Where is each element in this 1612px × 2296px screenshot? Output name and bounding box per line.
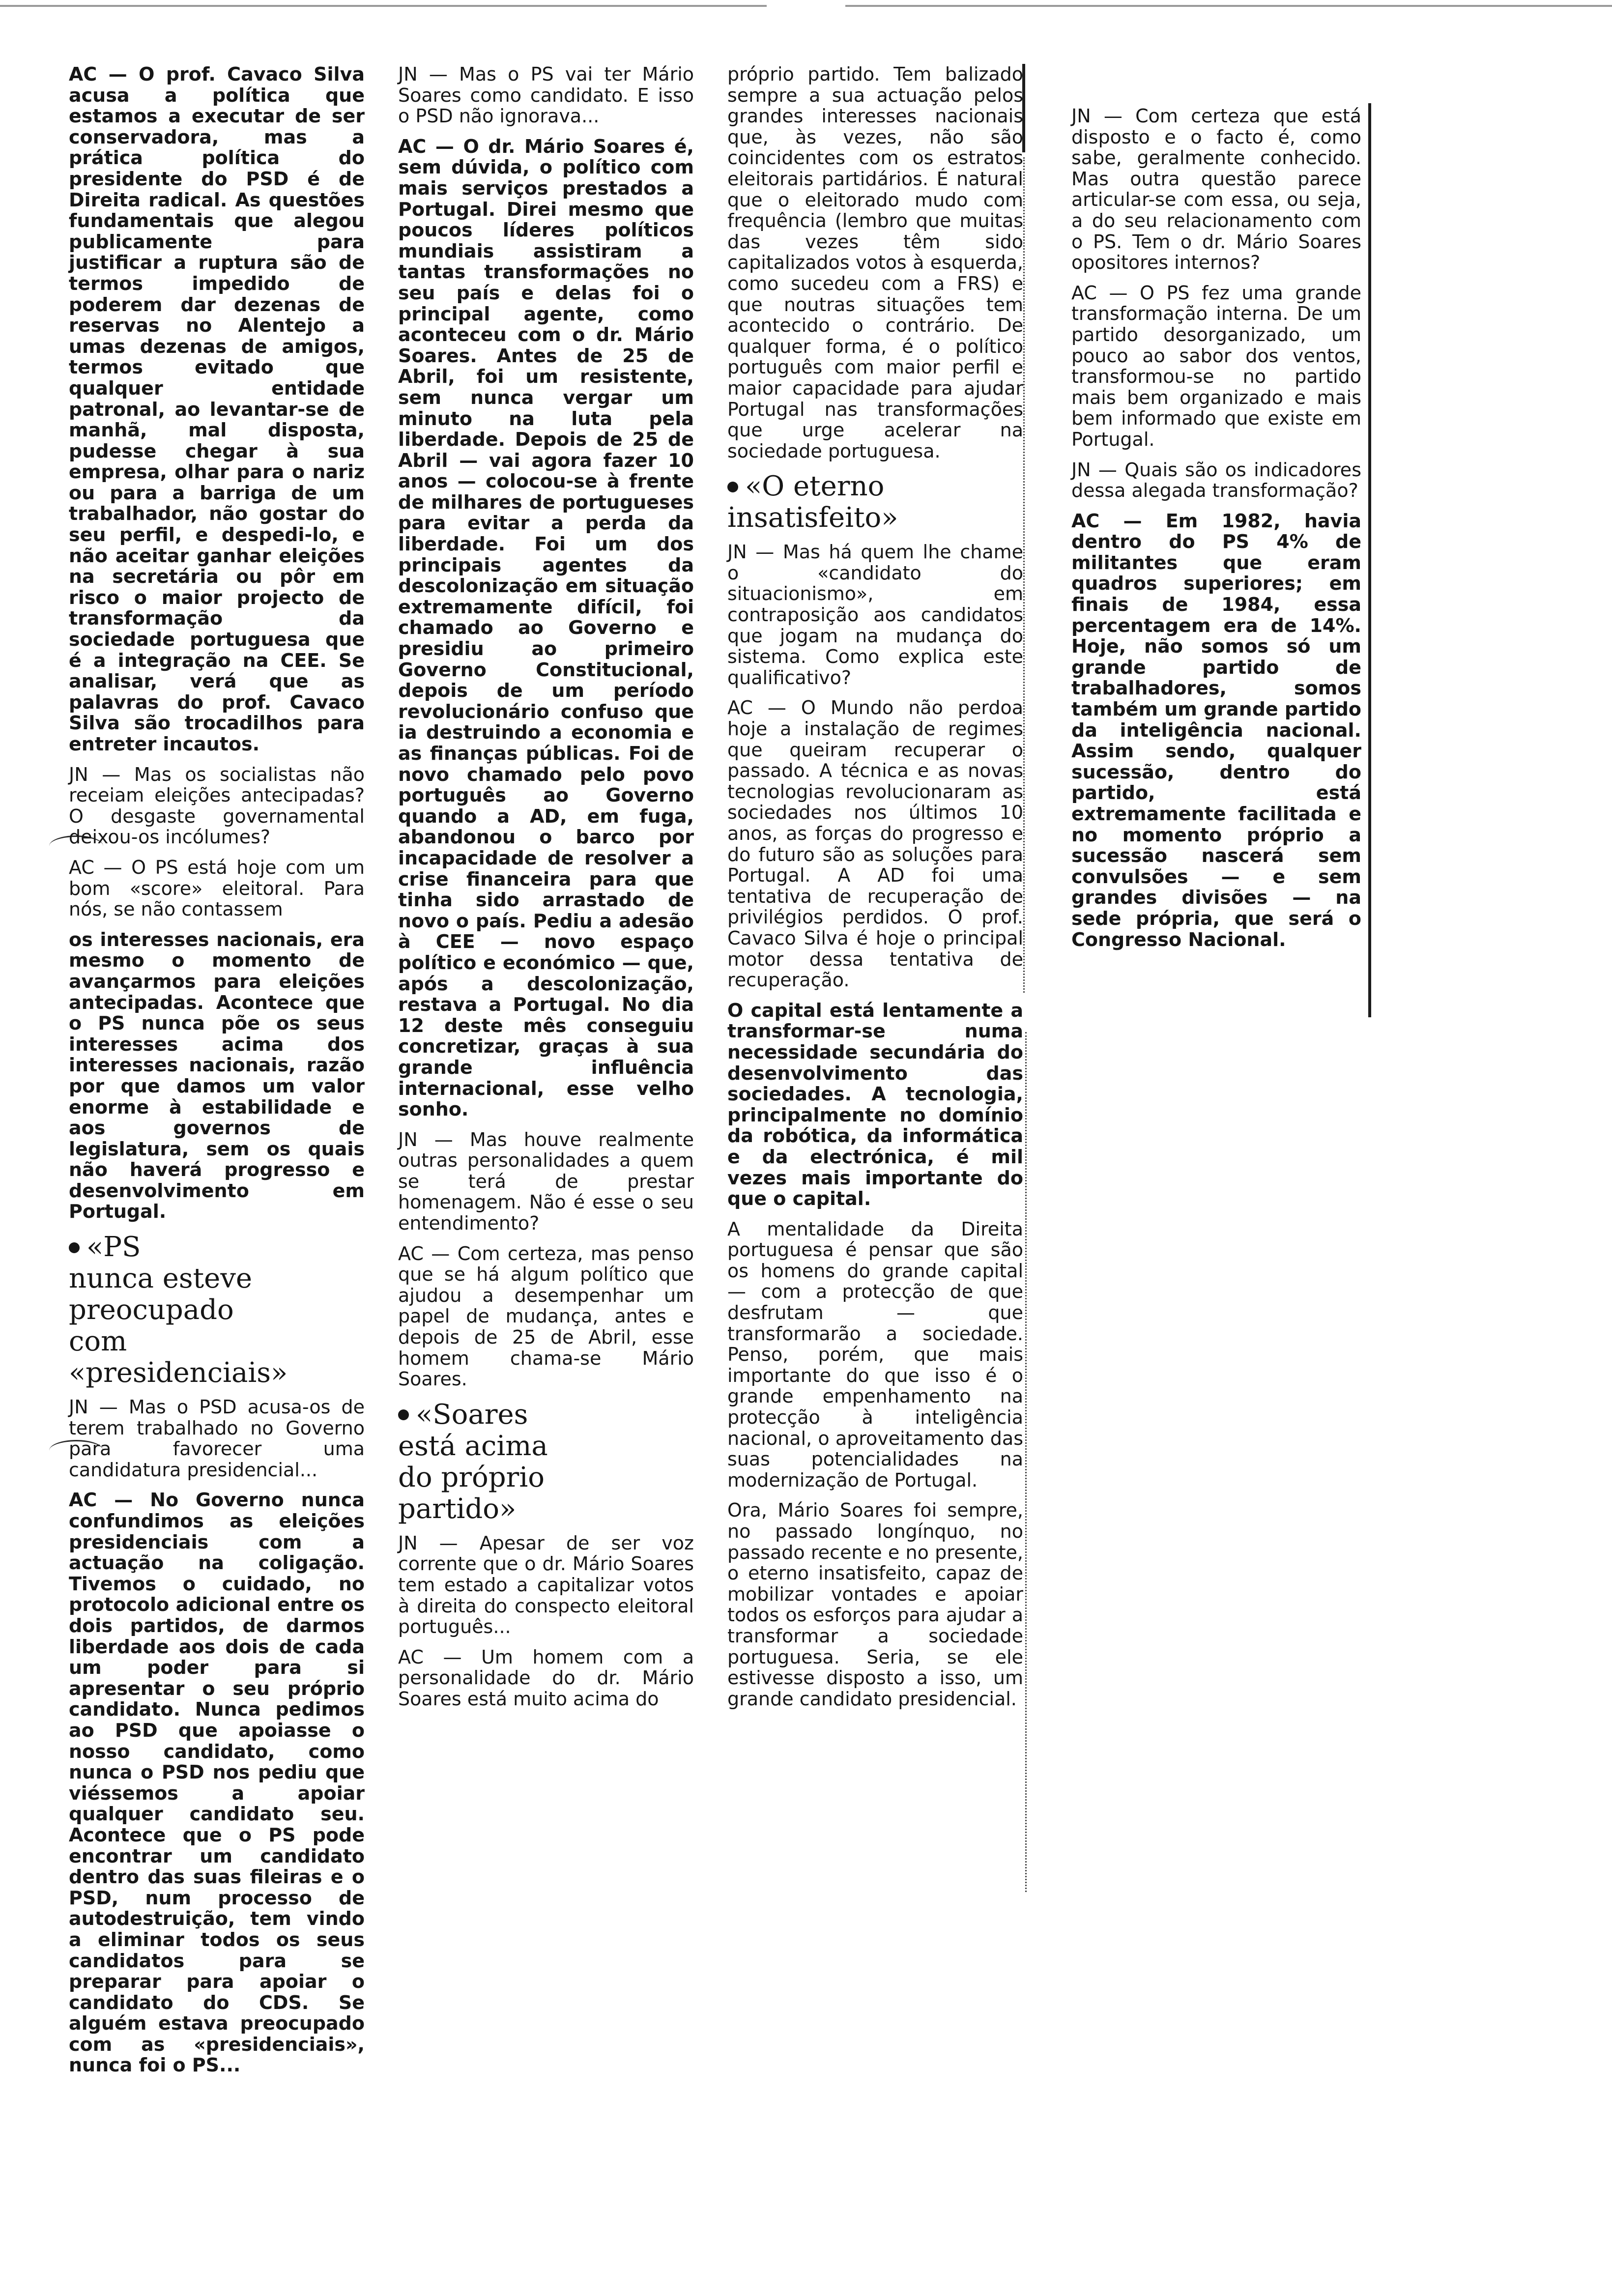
column-1 [69, 64, 365, 2085]
section-heading-text: «Soares está acima do próprio partido» [398, 1398, 548, 1525]
column-edge-mark [1025, 1032, 1028, 1892]
paragraph: AC — No Governo nunca confundimos as eleições presidenciais com a actuação na coligação. Tivemos o cuidado, no protocolo adicional entre os dois partidos, de darmos liberdade aos dois de cada um poder para si apresentar o seu próprio candidato. Nunca pedimos ao PSD que apoiasse o nosso candidato, como nunca o PSD nos pediu que viéssemos a apoiar qualquer candidato seu. Acontece que o PS pode encontrar um candidato dentro das suas fileiras e o PSD, num processo de autodestruição, tem vindo a eliminar todos os seus candidatos para se preparar para apoiar o candidato do CDS. Se alguém estava preocupado com as «presidenciais», nunca foi o PS... [69, 1489, 365, 2076]
paragraph: JN — Mas o PS vai ter Mário Soares como candidato. E isso o PSD não ignorava... [398, 63, 694, 127]
column-4 [1071, 106, 1361, 959]
paragraph: Ora, Mário Soares foi sempre, no passado longínquo, no passado recente e no presente, o eterno insatisfeito, capaz de mobilizar vontades e apoiar todos os esforços para ajudar a transformar a sociedade portuguesa. Seria, se ele estivesse disposto a isso, um grande candidato presidencial. [727, 1499, 1023, 1710]
paragraph: AC — O Mundo não perdoa hoje a instalação de regimes que queiram recuperar o passado. A técnica e as novas tecnologias revolucionaram as sociedades nos últimos 10 anos, as forças do progresso e do futuro são as soluções para Portugal. A AD foi uma tentativa de recuperação de privilégios perdidos. O prof. Cavaco Silva é hoje o principal motor dessa tentativa de recuperação. [727, 697, 1023, 991]
paragraph: AC — O PS está hoje com um bom «score» eleitoral. Para nós, se não contassem [69, 856, 365, 920]
paragraph: O capital está lentamente a transformar-se numa necessidade secundária do desenvolvimento das sociedades. A tecnologia, principalmente no domínio da robótica, da informática e da electrónica, é mil vezes mais importante do que o capital. [727, 999, 1023, 1210]
paragraph: JN — Mas os socialistas não receiam eleições antecipadas? O desgaste governamental deixou-os incólumes? [69, 763, 365, 848]
top-border-rule [0, 5, 767, 7]
paragraph: JN — Com certeza que está disposto e o facto é, como sabe, geralmente conhecido. Mas outra questão parece articular-se com essa, ou seja, a do seu relacionamento com o PS. Tem o dr. Mário Soares opositores internos? [1071, 105, 1361, 274]
paragraph: JN — Quais são os indicadores dessa alegada transformação? [1071, 459, 1361, 502]
paragraph: JN — Mas o PSD acusa-os de terem trabalhado no Governo para favorecer uma candidatura presidencial... [69, 1396, 365, 1481]
bullet-icon [398, 1409, 409, 1420]
column-edge-mark [1368, 103, 1371, 1017]
paragraph: AC — Um homem com a personalidade do dr. Mário Soares está muito acima do [398, 1646, 694, 1710]
paragraph: AC — Em 1982, havia dentro do PS 4% de militantes que eram quadros superiores; em finais de 1984, essa percentagem era de 14%. Hoje, não somos só um grande partido de trabalhadores, somos também um grande partido da inteligência nacional. Assim sendo, qualquer sucessão, dentro do partido, está extremamente facilitada e no momento próprio a sucessão nascerá sem convulsões — e sem grandes divisões — na sede própria, que será o Congresso Nacional. [1071, 510, 1362, 950]
section-heading [398, 1399, 694, 1525]
bullet-icon [69, 1242, 80, 1253]
column-3 [727, 64, 1023, 1719]
paragraph: próprio partido. Tem balizado sempre a sua actuação pelos grandes interesses nacionais que, às vezes, não são coincidentes com os estratos eleitorais partidários. É natural que o eleitorado mudo com frequência (lembro que muitas das vezes têm sido capitalizados votos à esquerda, como sucedeu com a FRS) e que noutras situações tem acontecido o contrário. De qualquer forma, é o político português com maior perfil e maior capacidade para ajudar Portugal nas transformações que urge acelerar na sociedade portuguesa. [727, 63, 1023, 462]
paragraph: JN — Mas houve realmente outras personalidades a quem se terá de prestar homenagem. Não é esse o seu entendimento? [398, 1128, 694, 1234]
section-heading [69, 1232, 365, 1389]
section-heading-text: «O eterno insatisfeito» [727, 470, 898, 534]
paragraph: AC — O prof. Cavaco Silva acusa a política que estamos a executar de ser conservadora, mas a prática política do presidente do PSD é de Direita radical. As questões fundamentais que alegou publicamente para justificar a ruptura são de termos impedido de poderem dar dezenas de reservas no Alentejo a umas dezenas de amigos, termos evitado que qualquer entidade patronal, ao levantar-se de manhã, mal disposta, pudesse chegar à sua empresa, olhar para o nariz ou para a barriga de um trabalhador, não gostar do seu perfil, e despedi-lo, e não aceitar ganhar eleições na secretária ou pôr em risco o maior projecto de transformação da sociedade portuguesa que é a integração na CEE. Se analisar, verá que as palavras do prof. Cavaco Silva são trocadilhos para entreter incautos. [69, 63, 365, 755]
paragraph: JN — Apesar de ser voz corrente que o dr. Mário Soares tem estado a capitalizar votos à direita do conspecto eleitoral português... [398, 1532, 694, 1638]
paragraph: A mentalidade da Direita portuguesa é pensar que são os homens do grande capital — com a protecção de que desfrutam — que transformarão a sociedade. Penso, porém, que mais importante do que isso é o grande empenhamento na protecção à inteligência nacional, o aproveitamento das suas potencialidades na modernização de Portugal. [727, 1218, 1023, 1491]
paragraph: AC — O dr. Mário Soares é, sem dúvida, o político com mais serviços prestados a Portugal. Direi mesmo que poucos líderes políticos mundiais assistiram a tantas transformações no seu país e delas foi o principal agente, como aconteceu com o dr. Mário Soares. Antes de 25 de Abril, foi um resistente, sem nunca vergar um minuto na luta pela liberdade. Depois de 25 de Abril — vai agora fazer 10 anos — colocou-se à frente de milhares de portugueses para evitar a perda da liberdade. Foi um dos principais agentes da descolonização em situação extremamente difícil, foi chamado ao Governo e presidiu ao primeiro Governo Constitucional, depois de um período revolucionário confuso que ia destruindo a economia e as finanças públicas. Foi de novo chamado pelo povo português ao Governo quando a AD, em fuga, abandonou o barco por incapacidade de resolver a crise financeira para que tinha sido arrastado de novo o país. Pediu a adesão à CEE — novo espaço político e económico — que, após a descolonização, restava a Portugal. No dia 12 deste mês conseguiu concretizar, graças à sua grande influência internacional, esse velho sonho. [398, 135, 694, 1120]
top-border-rule [845, 5, 1612, 7]
paragraph: AC — O PS fez uma grande transformação interna. De um partido desorganizado, um pouco ao sabor dos ventos, transformou-se no partido mais bem organizado e mais bem informado que existe em Portugal. [1071, 282, 1361, 450]
column-2 [398, 64, 694, 1719]
bullet-icon [727, 482, 738, 492]
section-heading [727, 471, 1023, 534]
paragraph: os interesses nacionais, era mesmo o momento de avançarmos para eleições antecipadas. Acontece que o PS nunca põe os seus interesses acima dos interesses nacionais, razão por que damos um valor enorme à estabilidade e aos governos de legislatura, sem os quais não haverá progresso e desenvolvimento em Portugal. [69, 928, 365, 1223]
section-heading-text: «PS nunca esteve preocupado com «presidenciais» [69, 1231, 288, 1389]
column-edge-mark [1023, 157, 1026, 993]
paragraph: AC — Com certeza, mas penso que se há algum político que ajudou a desempenhar um papel de mudança, antes e depois de 25 de Abril, esse homem chama-se Mário Soares. [398, 1242, 694, 1390]
paragraph: JN — Mas há quem lhe chame o «candidato do situacionismo», em contraposição aos candidatos que jogam na mudança do sistema. Como explica este qualificativo? [727, 541, 1023, 689]
